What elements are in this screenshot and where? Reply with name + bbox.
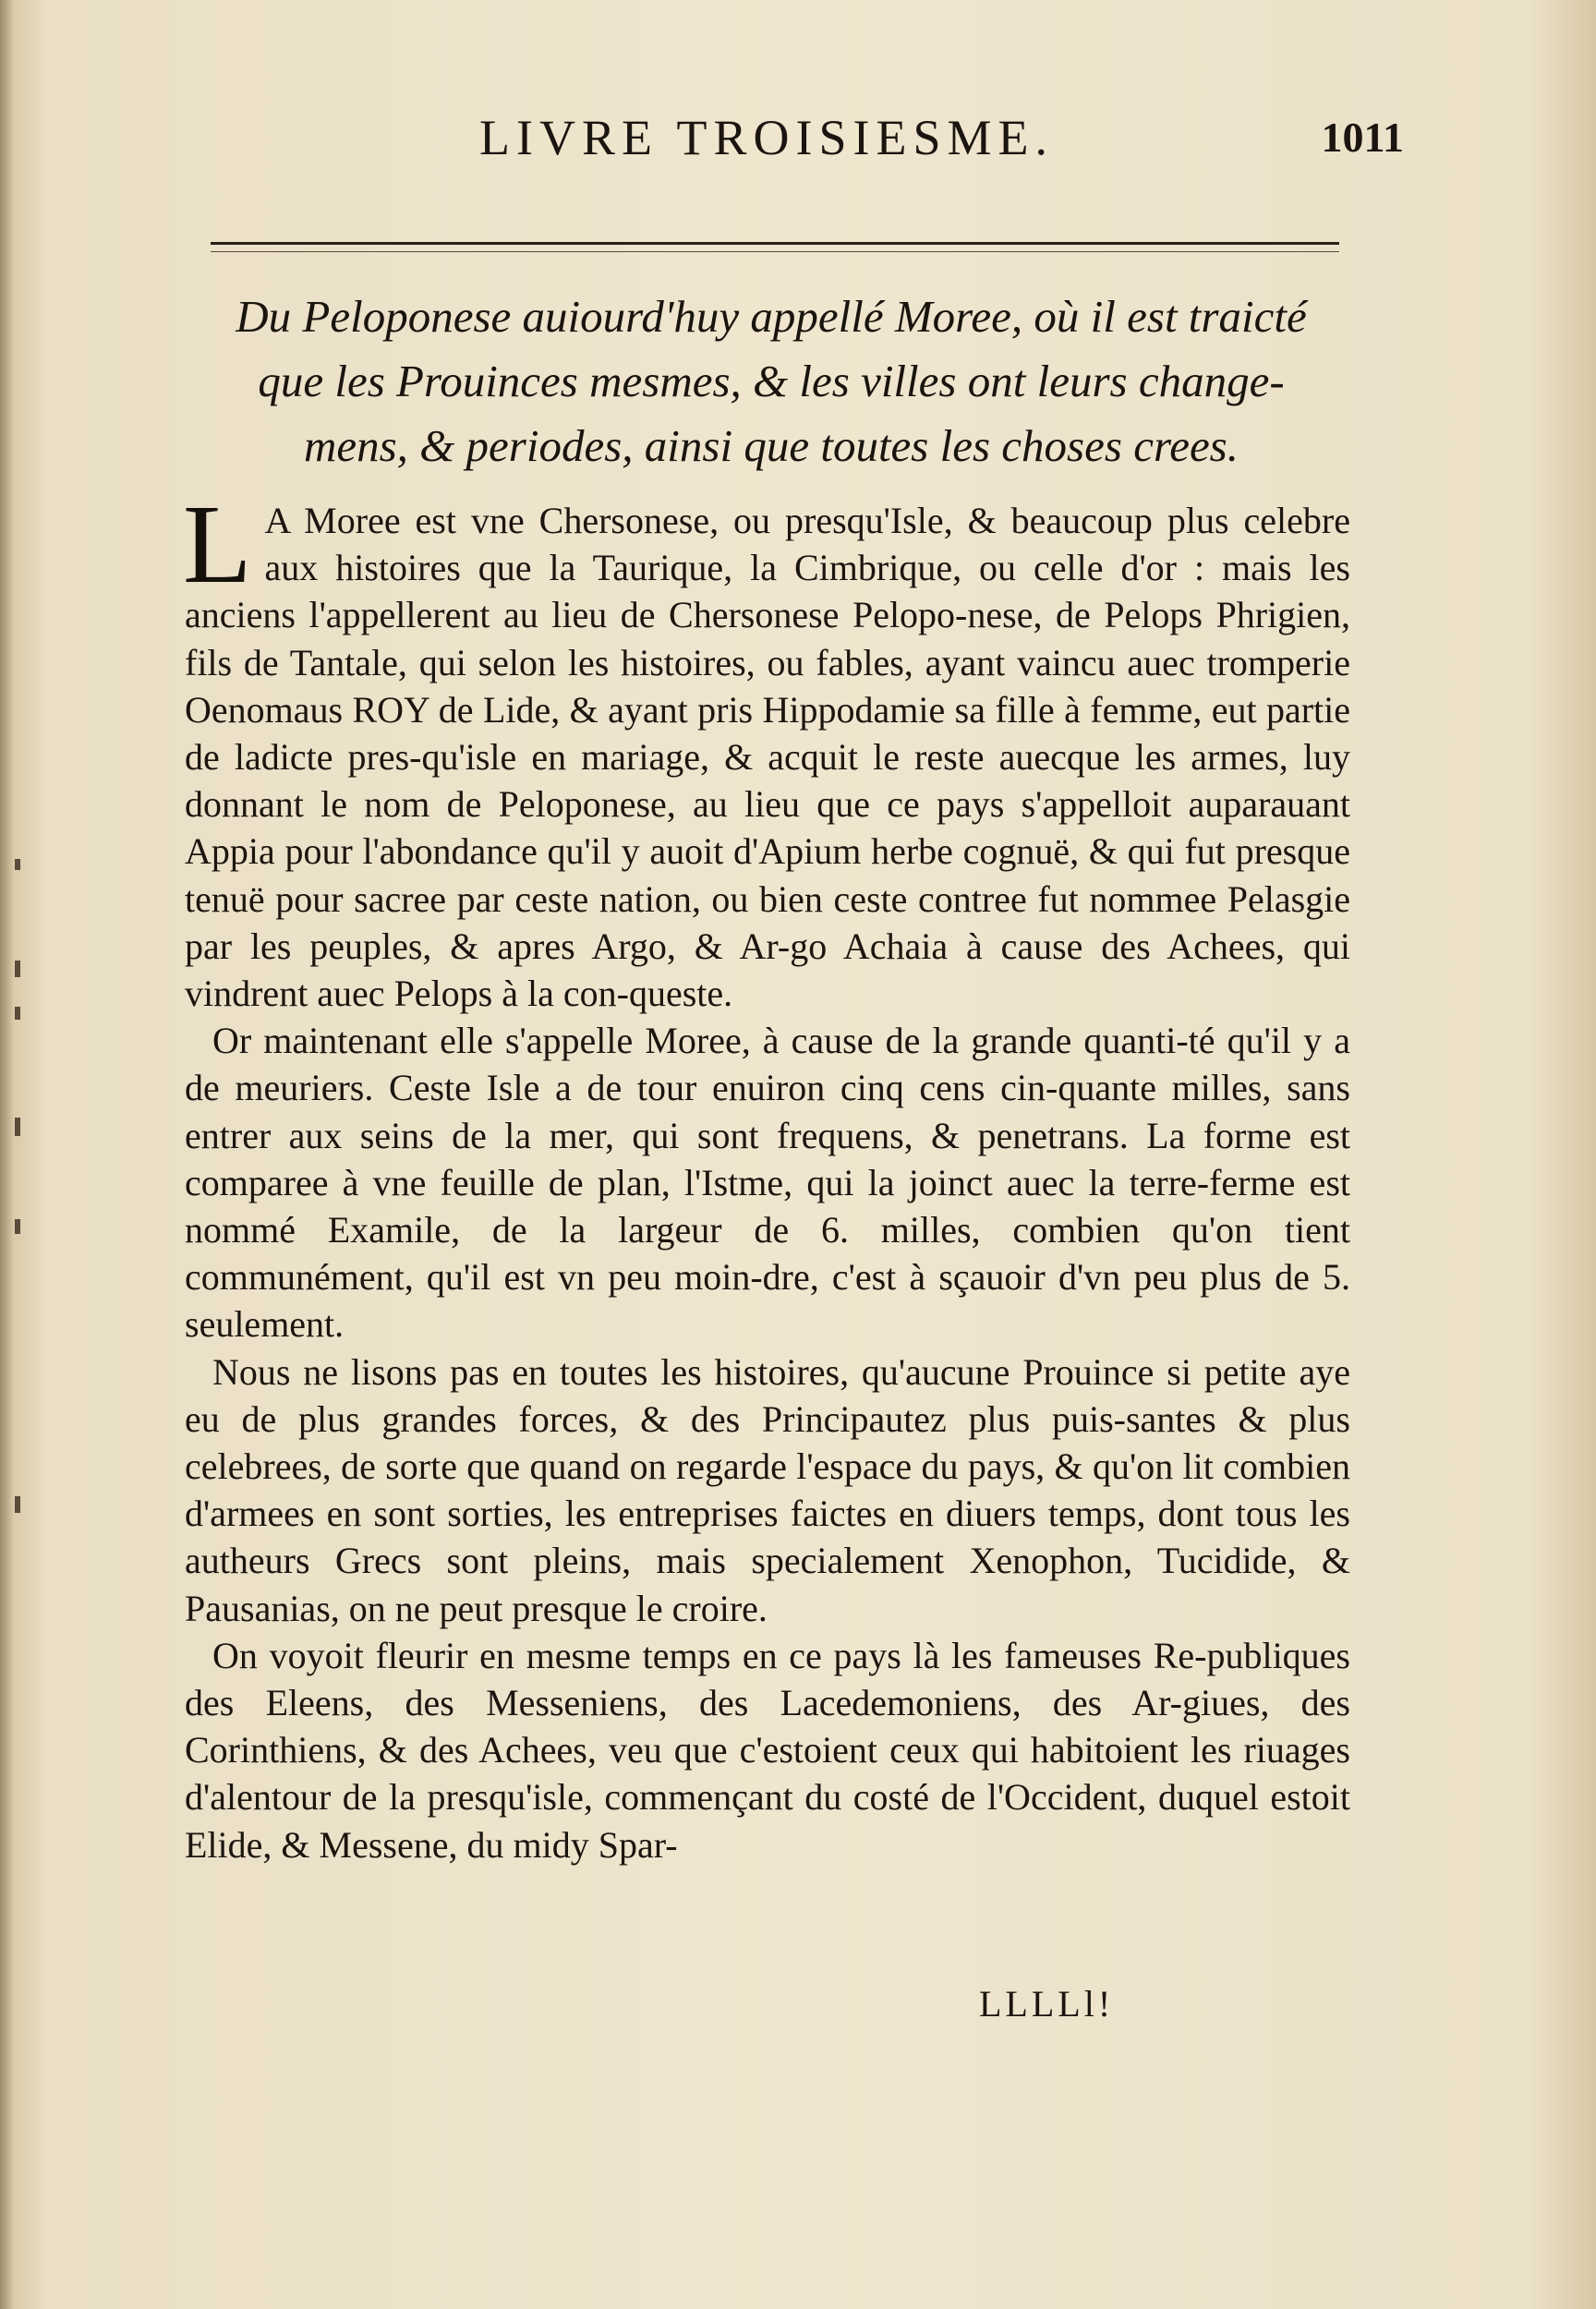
chapter-heading	[185, 284, 1358, 478]
drop-cap: L	[183, 482, 252, 607]
margin-ink-mark	[15, 1219, 20, 1234]
heading-line: mens, & periodes, ainsi que toutes les choses crees.	[303, 420, 1239, 471]
margin-ink-mark	[15, 961, 20, 977]
header-rule-thin	[211, 251, 1339, 252]
paragraph-text: A Moree est vne Chersonese, ou presqu'Isle, & beaucoup plus celebre aux histoires que la Taurique, la Cimbrique, ou celle d'or : mais les anciens l'appellerent au lieu de Chersonese Pelopo-nese, de Pelops Phrigien, fils de Tantale, qui selon les histoires, ou fables, ayant vaincu auec tromperie Oenomaus ROY de Lide, & ayant pris Hippodamie sa fille à femme, eut partie de ladicte pres-qu'isle en mariage, & acquit le reste auecque les armes, luy donnant le nom de Peloponese, au lieu que ce pays s'appelloit auparauant Appia pour l'abondance qu'il y auoit d'Apium herbe cognuë, & qui fut presque tenuë pour sacree par ceste nation, ou bien ceste contree fut nommee Pelasgie par les peuples, & apres Argo, & Ar-go Achaia à cause des Achees, qui vindrent auec Pelops à la con-queste.	[185, 500, 1350, 1015]
heading-line: Du Peloponese auiourd'huy appellé Moree, où il est traicté	[236, 291, 1307, 342]
margin-ink-mark	[15, 1007, 20, 1020]
page-number: 1011	[1321, 114, 1404, 161]
page-gutter-shadow	[0, 0, 13, 2309]
paragraph: On voyoit fleurir en mesme temps en ce pays là les fameuses Re-publiques des Eleens, des Messeniens, des Lacedemoniens, des Ar-giues, des Corinthiens, & des Achees, veu que c'estoient ceux qui habitoient les riuages d'alentour de la presqu'isle, commençant du costé de l'Occident, duquel estoit Elide, & Messene, du midy Spar-	[185, 1634, 1350, 1866]
margin-ink-mark	[15, 1118, 20, 1136]
margin-ink-mark	[15, 859, 20, 870]
signature-mark: LLLLl!	[979, 1983, 1115, 2025]
heading-line: que les Prouinces mesmes, & les villes ont leurs change-	[258, 356, 1285, 406]
margin-ink-mark	[15, 1496, 20, 1513]
header-rule	[211, 242, 1339, 245]
running-head: LIVRE TROISIESME.	[478, 110, 1054, 165]
body-text	[183, 482, 1350, 1868]
paragraph: Nous ne lisons pas en toutes les histoires, qu'aucune Prouince si petite aye eu de plus grandes forces, & des Principautez plus puis-santes & plus celebrees, de sorte que quand on regarde l'espace du pays, & qu'on lit combien d'armees en sont sorties, les entreprises faictes en diuers temps, dont tous les autheurs Grecs sont pleins, mais specialement Xenophon, Tucidide, & Pausanias, on ne peut presque le croire.	[185, 1350, 1350, 1629]
paragraph: Or maintenant elle s'appelle Moree, à cause de la grande quanti-té qu'il y a de meuriers. Ceste Isle a de tour enuiron cinq cens cin-quante milles, sans entrer aux seins de la mer, qui sont frequens, & penetrans. La forme est comparee à vne feuille de plan, l'Istme, qui la joinct auec la terre-ferme est nommé Examile, de la largeur de 6. milles, combien qu'on tient communément, qu'il est vn peu moin-dre, c'est à sçauoir d'vn peu plus de 5. seulement.	[185, 1020, 1350, 1346]
paragraph	[183, 482, 1350, 1017]
